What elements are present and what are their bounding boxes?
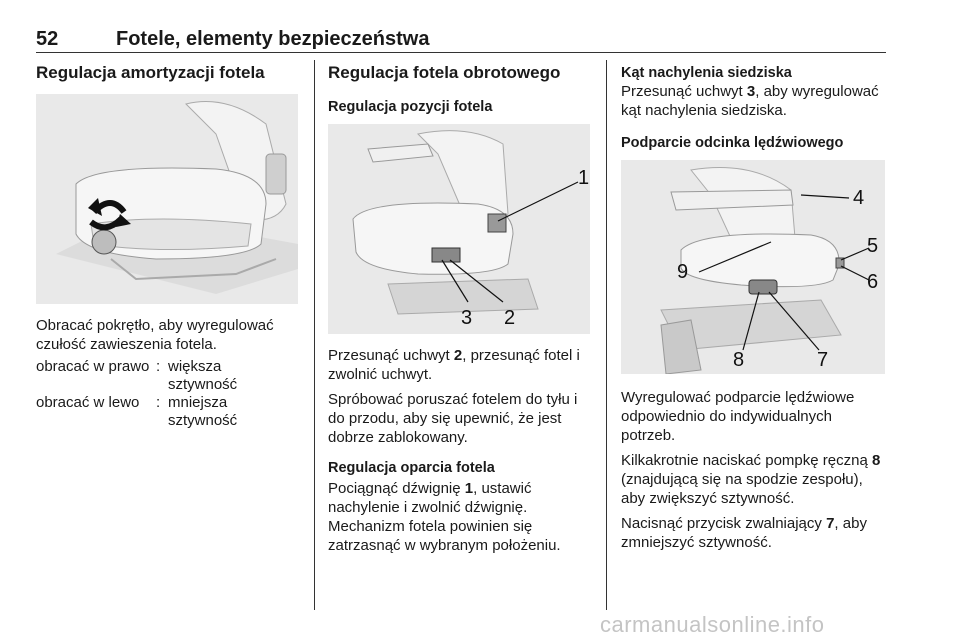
paragraph: Przesunąć uchwyt 3, aby wyregulować kąt nachylenia siedziska. [621, 83, 879, 119]
paragraph: Kilkakrotnie naciskać pompkę ręczną 8 (znajdującą się na spodzie zespołu), aby zwiększyć sztywność. [621, 452, 881, 507]
seat-suspension-illustration [36, 94, 298, 304]
paragraph: Przesunąć uchwyt 2, przesunąć fotel i zwolnić uchwyt. [328, 347, 580, 383]
column-2 [328, 62, 592, 555]
callout-label: 3 [461, 307, 473, 329]
column-3 [621, 62, 889, 552]
column-divider [606, 60, 607, 610]
callout-label: 4 [853, 187, 865, 209]
column-divider [314, 60, 315, 610]
lumbar-support-illustration [621, 160, 885, 374]
section-heading: Regulacja amortyzacji fotela [36, 63, 265, 82]
paragraph: Pociągnąć dźwignię 1, ustawić nachylenie i zwolnić dźwignię. Mechanizm fotela powinien się zatrzasnąć w wybranym położeniu. [328, 480, 561, 554]
page-header [36, 28, 886, 50]
page-number: 52 [36, 28, 59, 50]
subsection-heading: Kąt nachylenia siedziska [621, 65, 792, 81]
callout-label: 1 [578, 167, 590, 189]
callout-label: 9 [677, 261, 689, 283]
callout-label: 8 [733, 349, 745, 371]
callout-label: 6 [867, 271, 879, 293]
watermark: carmanualsonline.info [600, 612, 825, 637]
separator: : [156, 394, 161, 411]
effect-label: mniejsza sztywność [168, 394, 238, 429]
swivel-seat-illustration [328, 124, 590, 334]
table-row [36, 394, 300, 430]
header-rule [36, 52, 886, 53]
subsection-heading: Regulacja oparcia fotela [328, 460, 495, 476]
subsection-heading: Regulacja pozycji fotela [328, 99, 493, 115]
section-heading: Regulacja fotela obrotowego [328, 63, 561, 82]
paragraph: Nacisnąć przycisk zwalniający 7, aby zmniejszyć sztywność. [621, 515, 867, 551]
subsection-heading: Podparcie odcinka lędźwiowego [621, 135, 844, 151]
direction-label: obracać w prawo [36, 358, 150, 375]
effect-label: większa sztywność [168, 358, 238, 393]
table-row [36, 358, 300, 394]
callout-label: 5 [867, 235, 879, 257]
separator: : [156, 358, 161, 375]
adjustment-table [36, 358, 300, 430]
column-1 [36, 62, 300, 430]
direction-label: obracać w lewo [36, 394, 140, 411]
callout-label: 2 [504, 307, 516, 329]
paragraph: Spróbować poruszać fotelem do tyłu i do przodu, aby się upewnić, że jest dobrze zablokowany. [328, 391, 578, 446]
callout-label: 7 [817, 349, 829, 371]
chapter-title: Fotele, elementy bezpieczeństwa [116, 28, 430, 50]
paragraph: Obracać pokrętło, aby wyregulować czułość zawieszenia fotela. [36, 317, 274, 353]
paragraph: Wyregulować podparcie lędźwiowe odpowiednio do indywidualnych potrzeb. [621, 389, 855, 444]
